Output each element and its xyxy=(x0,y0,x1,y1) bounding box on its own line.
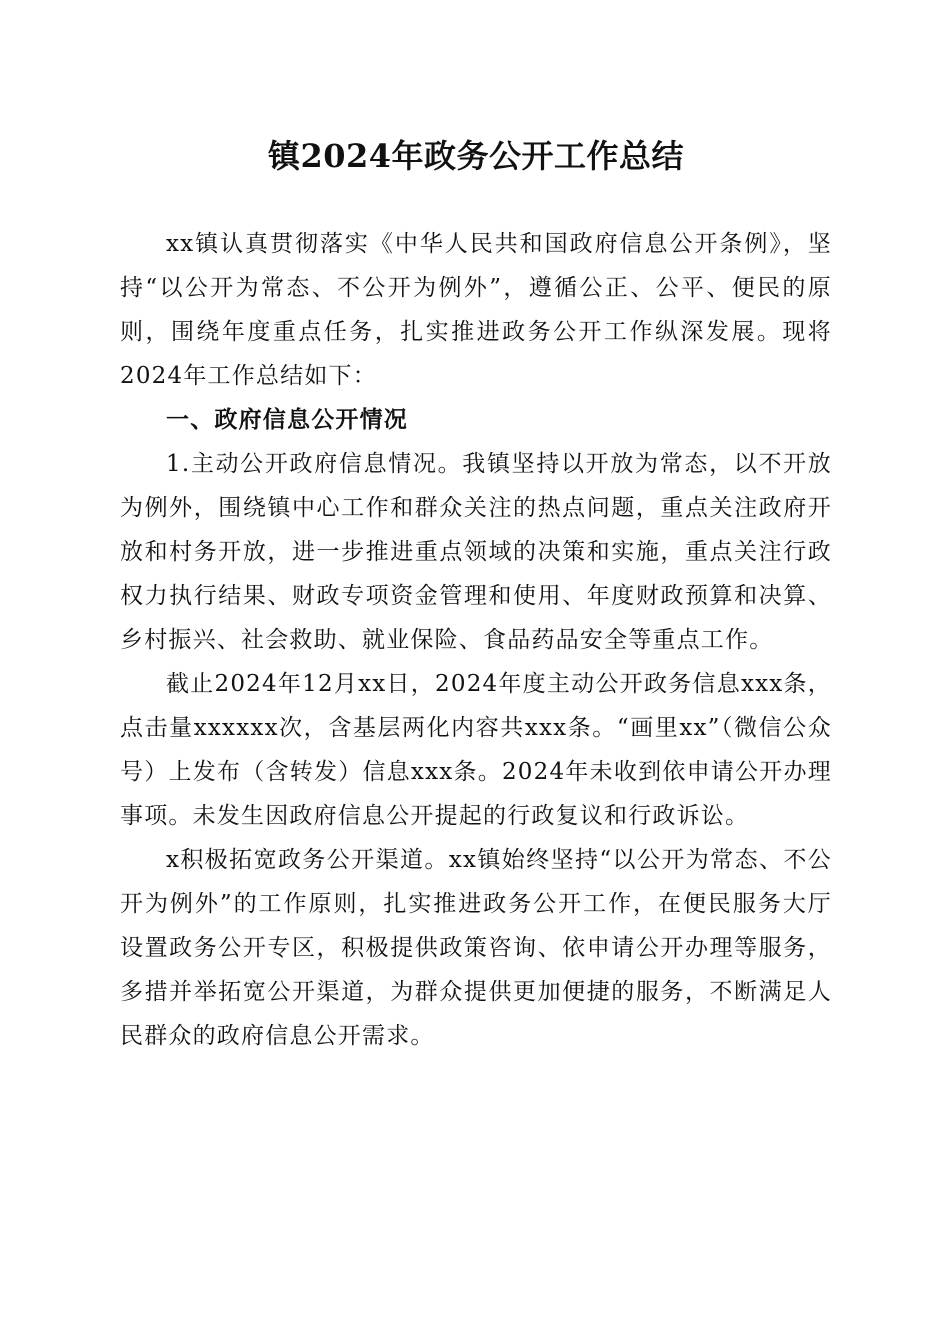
document-page xyxy=(120,128,832,1058)
document-title: 镇2024年政务公开工作总结 xyxy=(267,137,685,175)
paragraph-active-disclosure: 1.主动公开政府信息情况。我镇坚持以开放为常态，以不开放为例外，围绕镇中心工作和群众关注的热点问题，重点关注政府开放和村务开放，进一步推进重点领域的决策和实施，重点关注行政权力执行结果、财政专项资金管理和使用、年度财政预算和决算、乡村振兴、社会救助、就业保险、食品药品安全等重点工作。 xyxy=(120,450,832,653)
intro-paragraph: xx镇认真贯彻落实《中华人民共和国政府信息公开条例》，坚持“以公开为常态、不公开为例外”，遵循公正、公平、便民的原则，围绕年度重点任务，扎实推进政务公开工作纵深发展。现将2024年工作总结如下： xyxy=(120,230,832,389)
section-heading-1: 一、政府信息公开情况 xyxy=(166,406,408,433)
paragraph-statistics: 截止2024年12月xx日，2024年度主动公开政务信息xxx条，点击量xxxxxx次，含基层两化内容共xxx条。“画里xx”（微信公众号）上发布（含转发）信息xxx条。2024年未收到依申请公开办理事项。未发生因政府信息公开提起的行政复议和行政诉讼。 xyxy=(120,670,832,829)
paragraph-channels: x积极拓宽政务公开渠道。xx镇始终坚持“以公开为常态、不公开为例外”的工作原则，扎实推进政务公开工作，在便民服务大厅设置政务公开专区，积极提供政策咨询、依申请公开办理等服务，多措并举拓宽公开渠道，为群众提供更加便捷的服务，不断满足人民群众的政府信息公开需求。 xyxy=(120,846,832,1049)
